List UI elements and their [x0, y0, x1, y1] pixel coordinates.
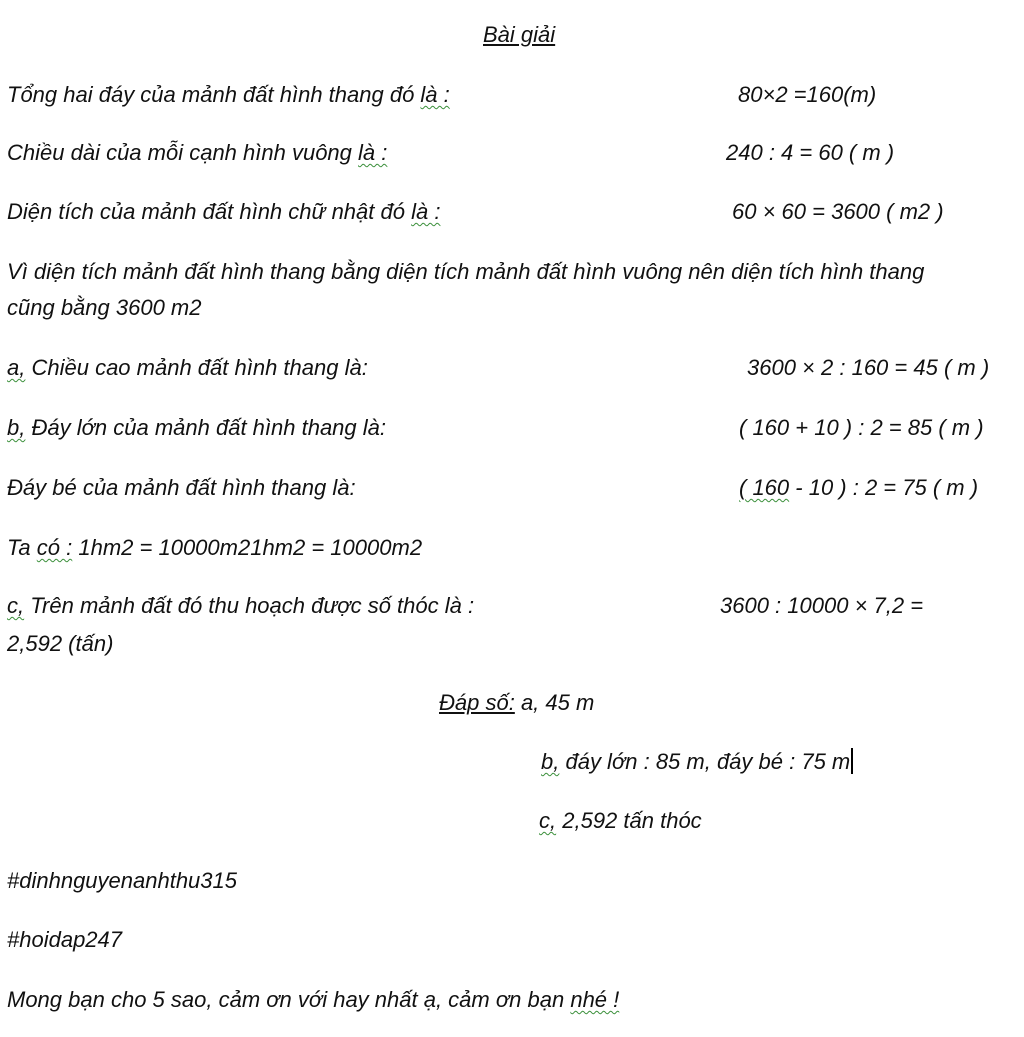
text: a, 45 m: [514, 690, 595, 715]
text: Tổng hai đáy của mảnh đất hình thang đó: [7, 82, 421, 107]
spell-check-word: là :: [411, 199, 441, 224]
answer-heading: Đáp số:: [439, 690, 515, 715]
small-base-calc: [739, 474, 978, 502]
text: - 10 ) : 2 = 75 ( m ): [789, 475, 979, 500]
text: Chiều cao mảnh đất hình thang là:: [25, 355, 368, 380]
spell-check-word: có :: [36, 535, 73, 560]
text: Chiều dài của mỗi cạnh hình vuông: [7, 140, 359, 165]
spell-check-word: c,: [539, 808, 557, 833]
spell-check-word: là :: [358, 140, 388, 165]
rice-calc: 3600 : 10000 × 7,2 =: [720, 593, 924, 618]
explanation-line-2: cũng bằng 3600 m2: [7, 295, 202, 320]
small-base-label: Đáy bé của mảnh đất hình thang là:: [7, 475, 356, 500]
text: 1hm2 = 10000m21hm2 = 10000m2: [72, 535, 423, 560]
explanation-line-1: Vì diện tích mảnh đất hình thang bằng diện tích mảnh đất hình vuông nên diện tích hình thang: [7, 259, 925, 284]
answer-line-c: [539, 807, 702, 835]
hashtag-site: #hoidap247: [7, 927, 123, 952]
area-calc: 60 × 60 = 3600 ( m2 ): [732, 199, 944, 224]
answer-line-b: [541, 748, 853, 776]
big-base-calc: ( 160 + 10 ) : 2 = 85 ( m ): [739, 415, 984, 440]
square-side-label: [7, 139, 387, 167]
spell-check-word: là :: [420, 82, 450, 107]
text: Ta: [7, 535, 37, 560]
page-title: Bài giải: [483, 22, 556, 47]
hashtag-author: #dinhnguyenanhthu315: [7, 868, 238, 893]
height-calc: 3600 × 2 : 160 = 45 ( m ): [747, 355, 990, 380]
sum-bases-label: [7, 81, 450, 109]
spell-check-word: b,: [541, 749, 560, 774]
answer-line-a: [439, 689, 594, 717]
big-base-label: [7, 414, 386, 442]
height-label: [7, 354, 368, 382]
closing-line: [7, 986, 619, 1014]
text: Trên mảnh đất đó thu hoạch được số thóc là :: [24, 593, 475, 618]
area-label: [7, 198, 440, 226]
text-cursor: [851, 748, 853, 774]
spell-check-word: ( 160: [739, 475, 790, 500]
text: Mong bạn cho 5 sao, cảm ơn với hay nhất ạ, cảm ơn bạn: [7, 987, 571, 1012]
spell-check-word: a,: [7, 355, 26, 380]
spell-check-word: b,: [7, 415, 26, 440]
text: đáy lớn : 85 m, đáy bé : 75 m: [559, 749, 851, 774]
rice-result: 2,592 (tấn): [7, 631, 114, 656]
square-side-calc: 240 : 4 = 60 ( m ): [726, 140, 895, 165]
text: Diện tích của mảnh đất hình chữ nhật đó: [7, 199, 412, 224]
conversion-line: [7, 534, 422, 562]
text: 2,592 tấn thóc: [556, 808, 702, 833]
sum-bases-calc: 80×2 =160(m): [738, 82, 877, 107]
rice-label: [7, 592, 474, 620]
spell-check-word: c,: [7, 593, 25, 618]
spell-check-word: nhé !: [570, 987, 620, 1012]
text: Đáy lớn của mảnh đất hình thang là:: [25, 415, 386, 440]
